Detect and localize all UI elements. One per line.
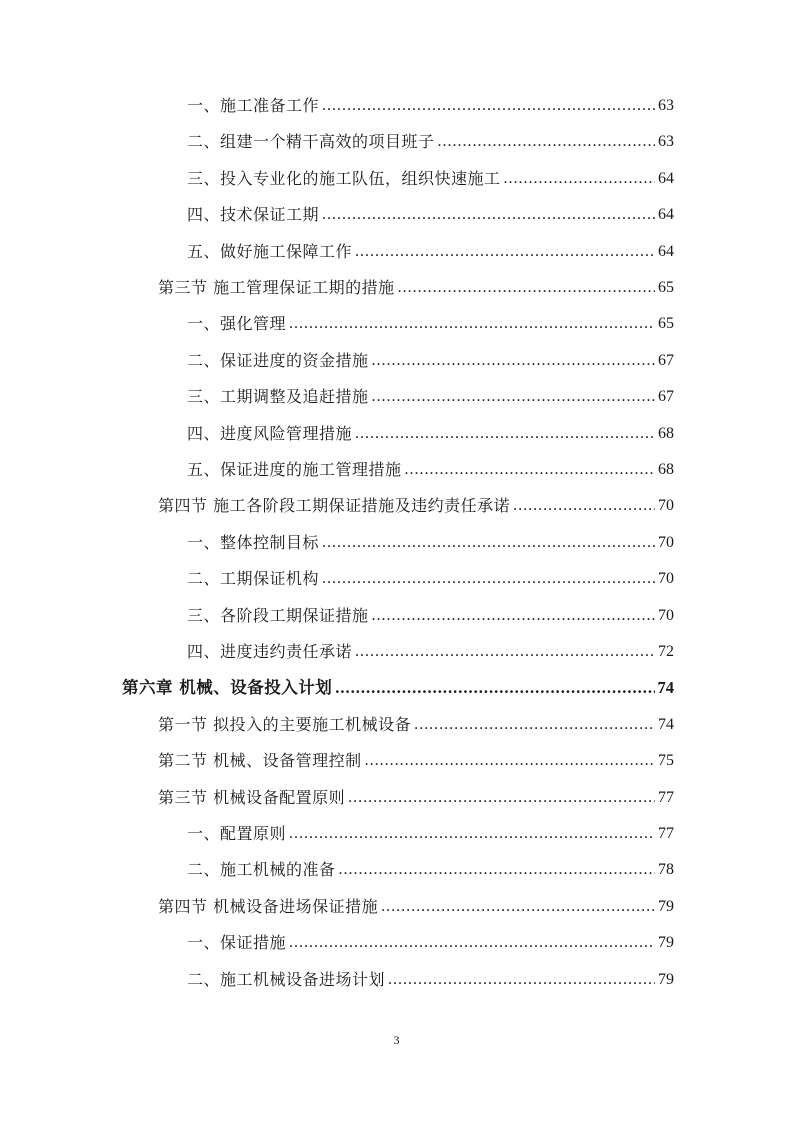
toc-entry[interactable] <box>187 964 674 990</box>
dot-leader <box>414 715 655 735</box>
toc-entry-title: 一、施工准备工作 <box>187 96 320 115</box>
dot-leader <box>372 387 655 407</box>
toc-entry-page: 63 <box>658 133 674 151</box>
toc-entry-page: 63 <box>658 97 674 114</box>
toc-entry-page: 79 <box>658 934 674 952</box>
dot-leader <box>405 460 655 480</box>
toc-entry-page: 70 <box>658 497 674 515</box>
dot-leader <box>322 533 655 553</box>
toc-entry-title: 二、工期保证机构 <box>187 569 320 589</box>
toc-entry-page: 64 <box>658 169 674 187</box>
toc-entry-page: 75 <box>658 752 674 770</box>
toc-entry[interactable] <box>187 454 674 480</box>
dot-leader <box>355 424 655 444</box>
toc-entry[interactable] <box>187 418 674 444</box>
toc-entry[interactable] <box>158 709 674 735</box>
toc-entry-page: 74 <box>657 678 674 698</box>
toc-entry[interactable] <box>187 90 674 116</box>
toc-entry-title: 二、施工机械的准备 <box>187 860 336 880</box>
toc-entry[interactable] <box>187 527 674 553</box>
toc-entry-page: 70 <box>658 570 674 588</box>
toc-entry-page: 77 <box>658 825 674 842</box>
toc-entry[interactable] <box>187 126 674 152</box>
toc-entry-page: 70 <box>658 606 674 624</box>
toc-entry-title: 第六章 机械、设备投入计划 <box>122 678 333 698</box>
toc-entry-title: 一、保证措施 <box>187 933 287 953</box>
toc-entry-page: 67 <box>658 388 674 406</box>
dot-leader <box>372 606 655 626</box>
toc-entry-page: 79 <box>658 897 674 915</box>
toc-entry-page: 72 <box>658 643 674 660</box>
toc-entry-title: 第四节 施工各阶段工期保证措施及违约责任承诺 <box>158 496 511 516</box>
toc-entry[interactable] <box>187 563 674 589</box>
toc-entry-title: 第一节 拟投入的主要施工机械设备 <box>158 714 412 734</box>
toc-entry-title: 第二节 机械、设备管理控制 <box>158 751 362 771</box>
toc-entry-page: 64 <box>658 242 674 260</box>
dot-leader <box>289 824 655 844</box>
toc-entry-title: 第四节 机械设备进场保证措施 <box>158 896 379 916</box>
dot-leader <box>348 788 655 808</box>
dot-leader <box>335 678 654 698</box>
toc-entry[interactable] <box>187 600 674 626</box>
toc-entry-page: 65 <box>658 315 674 333</box>
toc-entry-title: 三、各阶段工期保证措施 <box>187 605 369 625</box>
dot-leader <box>372 351 655 371</box>
toc-entry-page: 68 <box>658 424 674 442</box>
toc-entry[interactable] <box>187 854 674 880</box>
toc-entry[interactable] <box>187 236 674 262</box>
toc-entry-page: 64 <box>658 206 674 224</box>
dot-leader <box>289 314 655 334</box>
toc-entry-page: 78 <box>658 861 674 879</box>
dot-leader <box>388 970 655 990</box>
dot-leader <box>365 751 655 771</box>
toc-entry[interactable] <box>158 272 674 298</box>
toc-entry-title: 二、施工机械设备进场计划 <box>187 969 386 989</box>
toc-entry[interactable] <box>122 672 674 698</box>
dot-leader <box>504 169 655 189</box>
dot-leader <box>398 278 655 298</box>
toc-entry-title: 四、技术保证工期 <box>187 205 320 225</box>
toc-entry[interactable] <box>187 345 674 371</box>
dot-leader <box>438 132 655 152</box>
toc-entry[interactable] <box>187 818 674 844</box>
toc-entry[interactable] <box>158 745 674 771</box>
toc-entry-title: 一、配置原则 <box>187 824 287 843</box>
dot-leader <box>322 205 655 225</box>
toc-entry-title: 一、整体控制目标 <box>187 532 320 552</box>
toc-entry-page: 65 <box>658 279 674 296</box>
toc-entry[interactable] <box>187 636 674 662</box>
toc-entry[interactable] <box>187 308 674 334</box>
toc-entry[interactable] <box>187 381 674 407</box>
page-number: 3 <box>393 1033 400 1047</box>
toc-entry[interactable] <box>158 891 674 917</box>
toc-entry[interactable] <box>158 782 674 808</box>
toc-entry-title: 第三节 机械设备配置原则 <box>158 787 346 807</box>
dot-leader <box>355 642 655 662</box>
dot-leader <box>322 96 655 116</box>
toc-entry-title: 五、做好施工保障工作 <box>187 241 353 261</box>
dot-leader <box>513 496 655 516</box>
toc-entry-title: 四、进度风险管理措施 <box>187 423 353 443</box>
dot-leader <box>355 242 655 262</box>
toc-entry-page: 77 <box>658 788 674 806</box>
toc-entry-title: 二、组建一个精干高效的项目班子 <box>187 132 435 152</box>
toc-entry-page: 79 <box>658 970 674 988</box>
toc-entry[interactable] <box>187 927 674 953</box>
dot-leader <box>381 897 655 917</box>
dot-leader <box>289 933 655 953</box>
toc-entry-title: 三、投入专业化的施工队伍，组织快速施工 <box>187 168 501 188</box>
toc-entry-title: 一、强化管理 <box>187 314 287 334</box>
dot-leader <box>322 569 655 589</box>
toc-entry[interactable] <box>187 163 674 189</box>
toc-entry-title: 四、进度违约责任承诺 <box>187 642 353 661</box>
toc-entry-page: 67 <box>658 351 674 369</box>
toc-entry[interactable] <box>158 490 674 516</box>
toc-entry-title: 三、工期调整及追赶措施 <box>187 387 369 407</box>
toc-entry-title: 二、保证进度的资金措施 <box>187 350 369 370</box>
toc-entry-title: 第三节 施工管理保证工期的措施 <box>158 278 395 297</box>
toc-entry-title: 五、保证进度的施工管理措施 <box>187 460 402 479</box>
toc-entry-page: 68 <box>658 461 674 478</box>
toc-entry-page: 70 <box>658 533 674 551</box>
dot-leader <box>339 860 655 880</box>
toc-entry-page: 74 <box>658 715 674 733</box>
toc-entry[interactable] <box>187 199 674 225</box>
